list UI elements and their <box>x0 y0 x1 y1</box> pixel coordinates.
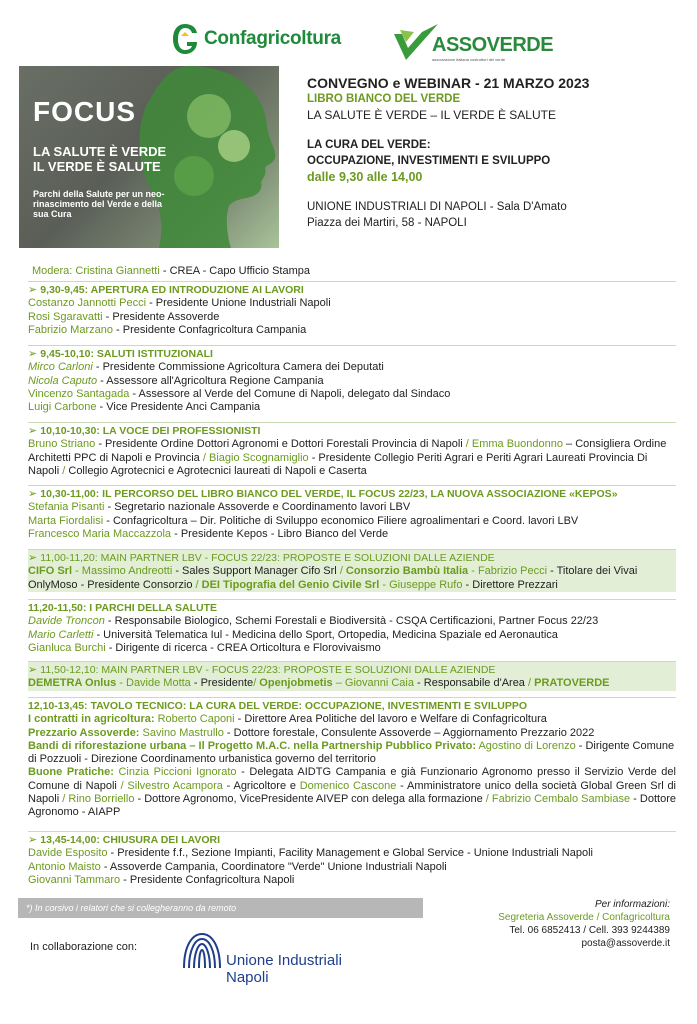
speaker-row: Fabrizio Marzano - Presidente Confagricoltura Campania <box>28 323 307 336</box>
speaker-row: Giovanni Tammaro - Presidente Confagricoltura Napoli <box>28 873 295 886</box>
section-title: ➢ 9,45-10,10: SALUTI ISTITUZIONALI <box>28 348 213 360</box>
event-subtitle: LA SALUTE È VERDE – IL VERDE È SALUTE <box>307 108 556 122</box>
speaker-row: Davide Esposito - Presidente f.f., Sezione Impianti, Facility Management e Global Service - Unione Industriali Napoli <box>28 847 593 860</box>
moderator-label: Modera: <box>32 265 73 277</box>
focus-cover-image <box>19 66 279 248</box>
book-title: LIBRO BIANCO DEL VERDE <box>307 93 461 105</box>
section-white-book <box>28 485 676 541</box>
speaker-row: Luigi Carbone - Vice Presidente Anci Campania <box>28 401 261 414</box>
info-phone: Tel. 06 6852413 / Cell. 393 9244389 <box>509 925 670 936</box>
speaker-row: Antonio Maisto - Assoverde Campania, Coordinatore "Verde" Unione Industriali Napoli <box>28 860 447 873</box>
theme-line1: LA CURA DEL VERDE: <box>307 139 431 151</box>
cover-tagline: Parchi della Salute per un neo-rinascimento del Verde e della sua Cura <box>33 189 165 219</box>
section-main-partner-1 <box>28 549 676 592</box>
assoverde-logo <box>392 20 552 66</box>
section-closing <box>28 831 676 887</box>
moderator-name: Cristina Giannetti <box>75 265 160 277</box>
info-box <box>420 898 670 950</box>
topic-row: Buone Pratiche: Cinzia Piccioni Ignorato - Delegata AIDTG Campania e già Funzionario Agronomo presso il Servizio Verde del Comune di Napoli / Silvestro Acampora - Agricoltore e Domenico Cascone - Amministratore unico della società Global Green Srl di Napoli / Rino Borriello - Dottore Agronomo, VicePresidente AIVEP con delega alla formazione / Fabrizio Cembalo Sambiase - Dottore Agronomo - AIAPP <box>28 766 677 819</box>
speaker-row: Vincenzo Santagada - Assessore al Verde del Comune di Napoli, delegato dal Sindaco <box>28 387 451 400</box>
cover-line2: IL VERDE È SALUTE <box>33 159 161 174</box>
section-professionals <box>28 422 676 478</box>
speaker-row: Mario Carletti - Università Telematica Iul - Medicina dello Sport, Ortopedia, Medicina Spaziale ed Aeronautica <box>28 628 558 641</box>
event-title: CONVEGNO e WEBINAR - 21 MARZO 2023 <box>307 75 590 91</box>
section-opening <box>28 281 676 337</box>
topic-row: Bandi di riforestazione urbana – Il Progetto M.A.C. nella Partnership Pubblico Privato: Agostino di Lorenzo - Dirigente Comune di Pozzuoli - Direzione Coordinamento urbanistica governo del territorio <box>28 739 675 766</box>
unione-industriali-name <box>226 952 342 986</box>
event-header <box>307 75 687 231</box>
speaker-row: Costanzo Jannotti Pecci - Presidente Unione Industriali Napoli <box>28 297 331 310</box>
collaboration-label: In collaborazione con: <box>30 941 138 953</box>
unione-industriali-mark-icon <box>180 928 224 972</box>
info-title: Per informazioni: <box>594 899 670 910</box>
section-title: ➢ 11,50-12,10: MAIN PARTNER LBV - FOCUS 22/23: PROPOSTE E SOLUZIONI DALLE AZIENDE <box>28 664 496 676</box>
topic-row: Prezzario Assoverde: Savino Mastrullo - Dottore forestale, Consulente Assoverde – Aggiornamento Prezzario 2022 <box>28 726 595 739</box>
speaker-row: Francesco Maria Maccazzola - Presidente Kepos - Libro Bianco del Verde <box>28 527 389 540</box>
assoverde-subtitle: associazione italiana costruttori del verde <box>432 57 506 62</box>
section-title: 12,10-13,45: TAVOLO TECNICO: LA CURA DEL VERDE: OCCUPAZIONE, INVESTIMENTI E SVILUPPO <box>28 700 528 712</box>
info-email[interactable]: posta@assoverde.it <box>581 938 670 949</box>
speaker-row: Stefania Pisanti - Segretario nazionale Assoverde e Coordinamento lavori LBV <box>28 501 411 514</box>
unione-industriali-line1: Unione Industriali <box>226 952 342 969</box>
speaker-paragraph: CIFO Srl - Massimo Andreotti - Sales Support Manager Cifo Srl / Consorzio Bambù Italia - Fabrizio Pecci - Titolare dei Vivai OnlyMoso - Presidente Consorzio / DEI Tipografia del Genio Civile Srl - Giuseppe Rufo - Direttore Prezzari <box>28 565 638 591</box>
info-organization: Segreteria Assoverde / Confagricoltura <box>498 912 670 923</box>
speaker-row: Rosi Sgaravatti - Presidente Assoverde <box>28 310 220 323</box>
section-greetings <box>28 345 676 414</box>
theme-line2: OCCUPAZIONE, INVESTIMENTI E SVILUPPO <box>307 155 551 167</box>
section-technical-table <box>28 697 676 820</box>
unione-industriali-line2: Napoli <box>226 969 269 986</box>
moderator-role: - CREA - Capo Ufficio Stampa <box>159 265 310 277</box>
unione-industriali-logo <box>180 926 350 992</box>
speaker-row: Davide Troncon - Responsabile Biologico, Schemi Forestali e Biodiversità - CSQA Certificazioni, Partner Focus 22/23 <box>28 615 599 628</box>
cover-headline <box>33 144 166 174</box>
venue-line2: Piazza dei Martiri, 58 - NAPOLI <box>307 217 467 229</box>
section-health-parks <box>28 599 676 655</box>
section-main-partner-2 <box>28 661 676 691</box>
cover-title: FOCUS <box>33 96 136 127</box>
topic-row: I contratti in agricoltura: Roberto Caponi - Direttore Area Politiche del lavoro e Welfare di Confagricoltura <box>28 713 547 726</box>
section-title: 11,20-11,50: I PARCHI DELLA SALUTE <box>28 602 218 614</box>
section-title: ➢ 9,30-9,45: APERTURA ED INTRODUZIONE AI LAVORI <box>28 284 304 296</box>
section-title: ➢ 13,45-14,00: CHIUSURA DEI LAVORI <box>28 834 220 846</box>
confagricoltura-name: Confagricoltura <box>204 28 341 49</box>
section-title: ➢ 10,30-11,00: IL PERCORSO DEL LIBRO BIANCO DEL VERDE, IL FOCUS 22/23, LA NUOVA ASSOCIAZIONE «KEPOS» <box>28 488 618 500</box>
speaker-row: Nicola Caputo - Assessore all'Agricoltura Regione Campania <box>28 374 324 387</box>
speaker-row: Marta Fiordalisi - Confagricoltura – Dir. Politiche di Sviluppo economico Filiere agroalimentari e Coord. lavori LBV <box>28 514 579 527</box>
assoverde-name: ASSOVERDE <box>432 34 554 56</box>
section-title: ➢ 10,10-10,30: LA VOCE DEI PROFESSIONISTI <box>28 425 261 437</box>
speaker-row: Gianluca Burchi - Dirigente di ricerca - CREA Orticoltura e Florovivaismo <box>28 641 381 654</box>
confagricoltura-logo <box>172 22 341 56</box>
cover-line1: LA SALUTE È VERDE <box>33 144 167 159</box>
speaker-paragraph: DEMETRA Onlus - Davide Motta - Presidente/ Openjobmetis – Giovanni Caia - Responsabile d'Area / PRATOVERDE <box>28 677 610 690</box>
speaker-paragraph: Bruno Striano - Presidente Ordine Dottori Agronomi e Dottori Forestali Provincia di Napoli / Emma Buondonno – Consigliera Ordine Architetti PPC di Napoli e Provincia / Biagio Scognamiglio - Presidente Collegio Periti Agrari e Periti Agrari Laureati Provincia Di Napoli / Collegio Agrotecnici e Agrotecnici laureati di Napoli e Caserta <box>28 438 667 477</box>
section-title: ➢ 11,00-11,20: MAIN PARTNER LBV - FOCUS 22/23: PROPOSTE E SOLUZIONI DALLE AZIENDE <box>28 552 495 564</box>
confagricoltura-mark-icon <box>172 22 198 56</box>
event-time: dalle 9,30 alle 14,00 <box>307 170 423 184</box>
speaker-row: Mirco Carloni - Presidente Commissione Agricoltura Camera dei Deputati <box>28 361 384 374</box>
remote-speakers-note: *) In corsivo i relatori che si collegheranno da remoto <box>18 898 423 918</box>
moderator-line <box>32 265 677 278</box>
venue-line1: UNIONE INDUSTRIALI DI NAPOLI - Sala D'Amato <box>307 201 567 213</box>
